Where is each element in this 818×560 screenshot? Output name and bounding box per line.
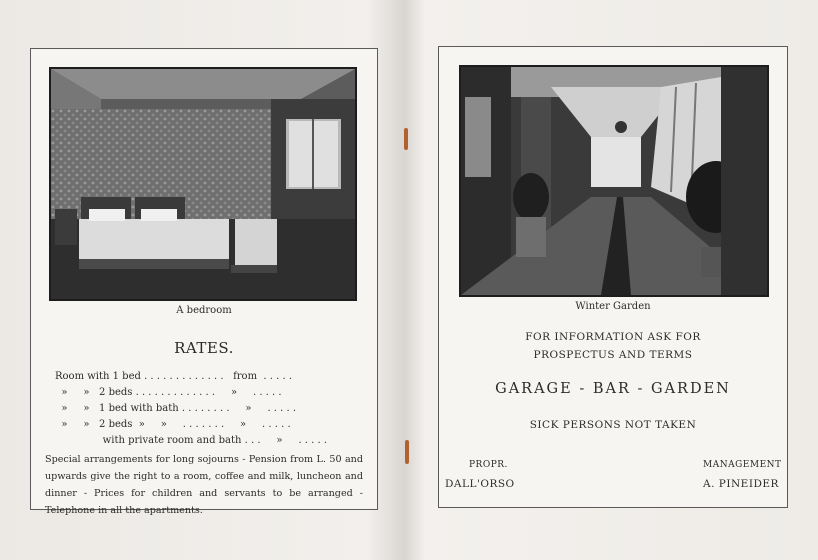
rate-row-1: Room with 1 bed . . . . . . . . . . . . . from . . . . . <box>55 371 293 382</box>
rate-row-5: with private room and bath . . . » . . . . . <box>55 435 328 446</box>
winter-garden-caption: Winter Garden <box>575 301 651 312</box>
right-page <box>438 46 788 508</box>
rates-title: RATES. <box>174 339 234 357</box>
info-line-2: PROSPECTUS AND TERMS <box>533 349 693 361</box>
winter-garden-photo <box>459 65 769 297</box>
staple-stain-bottom <box>405 440 409 464</box>
rate-row-4: » » 2 beds » » . . . . . . . » . . . . . <box>55 419 291 430</box>
facilities-headline: GARAGE - BAR - GARDEN <box>495 381 731 397</box>
bedroom-photo <box>49 67 357 301</box>
staple-stain-top <box>404 128 408 150</box>
rate-row-3: » » 1 bed with bath . . . . . . . . » . . . . . <box>55 403 297 414</box>
proprietor-label: PROPR. <box>469 460 508 470</box>
special-arrangements-note: Special arrangements for long sojourns - Pension from L. 50 and upwards give the right to a room, coffee and milk, luncheon and dinner - Prices for children and servants to be arranged - Telephone in all the apartments. <box>45 454 363 516</box>
winter-garden-illustration <box>461 67 767 295</box>
management-name: A. PINEIDER <box>703 478 779 490</box>
sick-persons-notice: SICK PERSONS NOT TAKEN <box>529 419 697 431</box>
bedroom-caption: A bedroom <box>176 305 232 316</box>
management-label: MANAGEMENT <box>703 460 782 470</box>
bedroom-illustration <box>51 69 355 299</box>
left-page <box>30 48 378 516</box>
proprietor-name: DALL'ORSO <box>445 478 515 490</box>
rate-row-2: » » 2 beds . . . . . . . . . . . . . » . . . . . <box>55 387 282 398</box>
info-line-1: FOR INFORMATION ASK FOR <box>525 331 701 343</box>
